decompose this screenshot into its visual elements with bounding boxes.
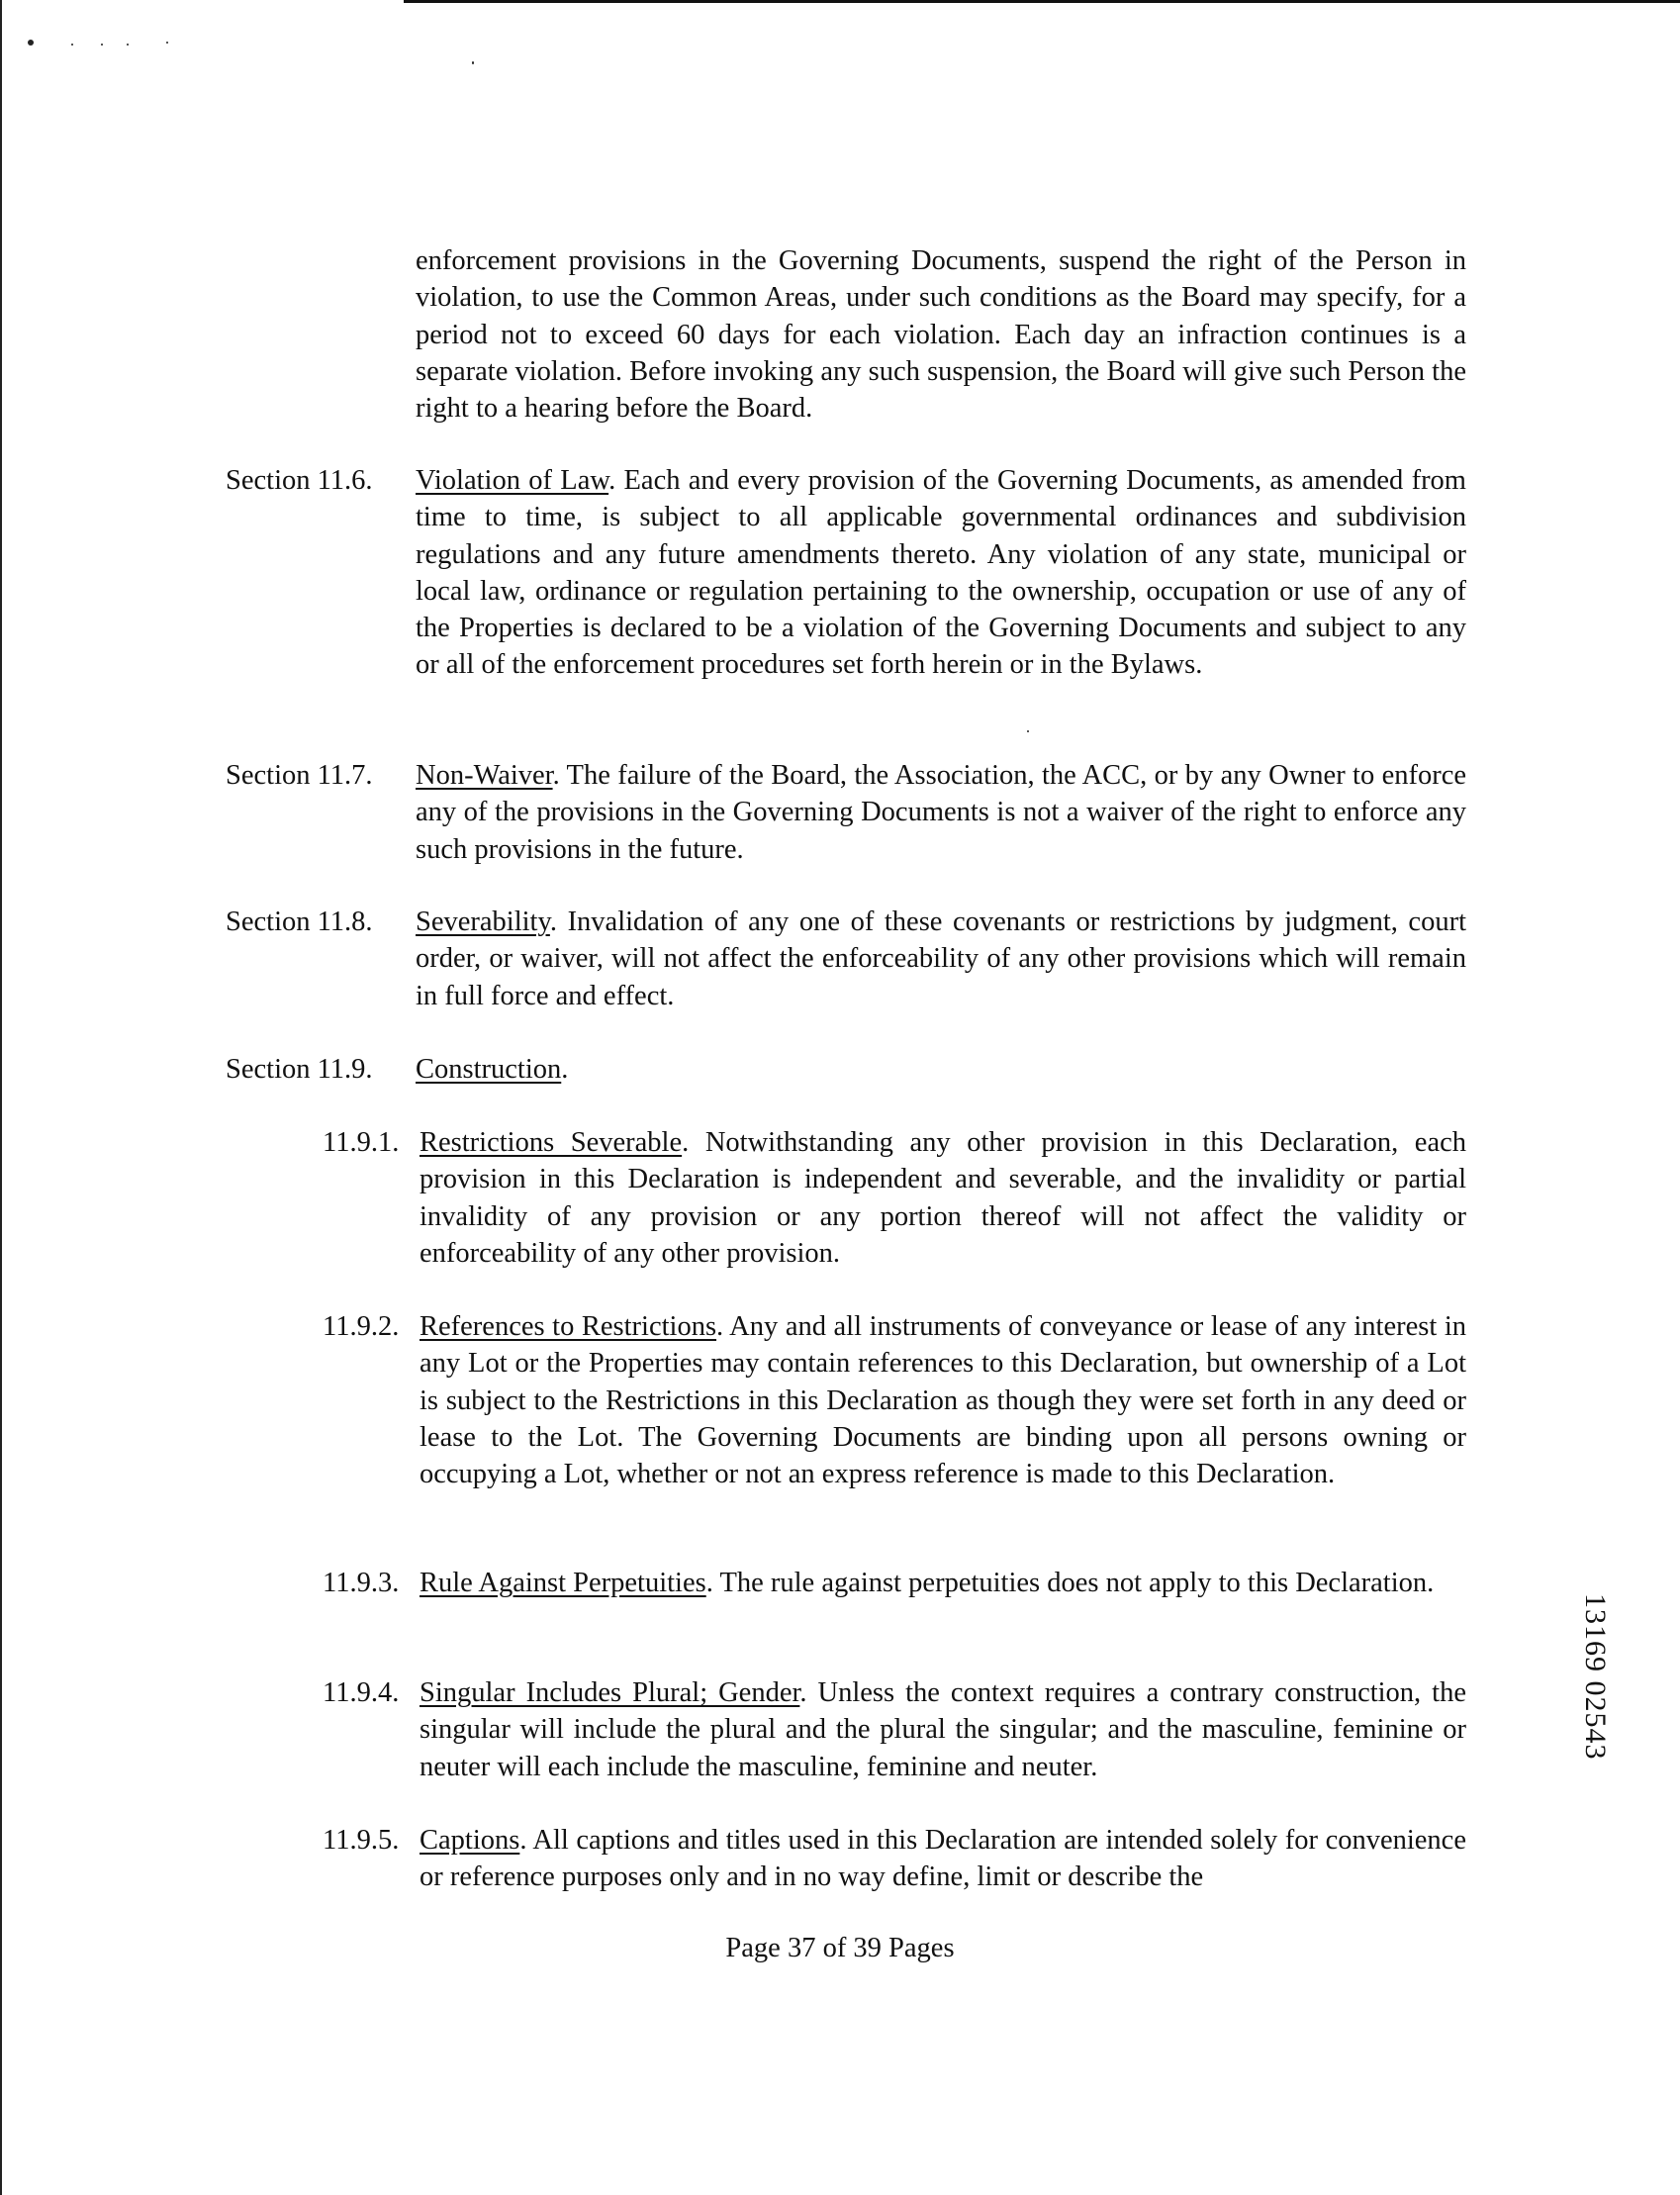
- section-11-8-text: [416, 904, 1466, 1014]
- scan-speck: [101, 44, 103, 46]
- subsection-label: 11.9.2.: [323, 1311, 400, 1342]
- page-number-footer: Page 37 of 39 Pages: [725, 1933, 955, 1963]
- section-heading: Non-Waiver: [416, 760, 553, 791]
- scan-top-border: [404, 0, 1680, 3]
- section-body: . Each and every provision of the Governing Documents, as amended from time to time, is subject to all applicable governmental ordinances and subdivision regulations and any future amendments thereto. Any violation of any state, municipal or local law, ordinance or regulation pertaining to the ownership, occupation or use of any of the Properties is declared to be a violation of the Governing Documents and subject to any or all of the enforcement procedures set forth herein or in the Bylaws.: [416, 465, 1466, 681]
- scan-speck: [28, 40, 34, 46]
- subsection-body: . Unless the context requires a contrary construction, the singular will include the plural and the plural the singular; and the masculine, feminine or neuter will each include the masculine, feminine and neuter.: [420, 1677, 1466, 1782]
- subsection-11-9-3-text: [420, 1565, 1466, 1601]
- section-body: .: [561, 1054, 569, 1085]
- section-label: Section 11.7.: [226, 760, 373, 791]
- scan-speck: [472, 61, 474, 64]
- subsection-body: . The rule against perpetuities does not apply to this Declaration.: [705, 1568, 1435, 1598]
- section-body: . The failure of the Board, the Association, the ACC, or by any Owner to enforce any of the provisions in the Governing Documents is not a waiver of the right to enforce any such provisions in the future.: [416, 760, 1466, 865]
- scan-speck: [127, 44, 129, 46]
- section-11-9-text: [416, 1051, 1466, 1088]
- section-11-6-text: [416, 462, 1466, 684]
- subsection-11-9-4-text: [420, 1674, 1466, 1785]
- section-label: Section 11.6.: [226, 465, 373, 496]
- subsection-heading: Singular Includes Plural; Gender: [420, 1677, 800, 1708]
- subsection-heading: Restrictions Severable: [420, 1127, 683, 1158]
- section-heading: Severability: [416, 907, 550, 937]
- subsection-label: 11.9.3.: [323, 1568, 400, 1598]
- subsection-body: . Notwithstanding any other provision in this Declaration, each provision in this Declaration is independent and severable, and the invalidity or partial invalidity of any provision or any portion thereof will not affect the validity or enforceability of any other provision.: [420, 1127, 1467, 1269]
- subsection-heading: Rule Against Perpetuities: [420, 1568, 706, 1598]
- subsection-label: 11.9.1.: [323, 1127, 400, 1158]
- subsection-body: . All captions and titles used in this Declaration are intended solely for convenience or reference purposes only and in no way define, limit or describe the: [420, 1825, 1466, 1893]
- section-label: Section 11.9.: [226, 1054, 373, 1085]
- subsection-body: . Any and all instruments of conveyance or lease of any interest in any Lot or the Properties may contain references to this Declaration, but ownership of a Lot is subject to the Restrictions in this Declaration as though they were set forth in any deed or lease to the Lot. The Governing Documents are binding upon all persons owning or occupying a Lot, whether or not an express reference is made to this Declaration.: [420, 1311, 1466, 1490]
- subsection-label: 11.9.4.: [323, 1677, 400, 1708]
- subsection-11-9-2-text: [420, 1308, 1466, 1492]
- recording-number-stamp: 13169 02543: [1579, 1593, 1612, 1761]
- scan-speck: [1027, 730, 1029, 732]
- subsection-11-9-5-text: [420, 1822, 1466, 1896]
- subsection-heading: References to Restrictions: [420, 1311, 717, 1342]
- section-body: . Invalidation of any one of these covenants or restrictions by judgment, court order, or waiver, will not affect the enforceability of any other provisions which will remain in full force and effect.: [416, 907, 1466, 1011]
- scan-left-border: [0, 0, 2, 2195]
- scan-speck: [71, 44, 73, 46]
- section-heading: Construction: [416, 1054, 562, 1085]
- section-label: Section 11.8.: [226, 907, 373, 937]
- subsection-heading: Captions: [420, 1825, 520, 1856]
- section-heading: Violation of Law: [416, 465, 609, 496]
- subsection-label: 11.9.5.: [323, 1825, 400, 1856]
- subsection-11-9-1-text: [420, 1124, 1466, 1272]
- intro-paragraph: enforcement provisions in the Governing Documents, suspend the right of the Person in violation, to use the Common Areas, under such conditions as the Board may specify, for a period not to exceed 60 days for each violation. Each day an infraction continues is a separate violation. Before invoking any such suspension, the Board will give such Person the right to a hearing before the Board.: [416, 245, 1466, 425]
- scan-speck: [166, 42, 168, 44]
- section-11-7-text: [416, 757, 1466, 868]
